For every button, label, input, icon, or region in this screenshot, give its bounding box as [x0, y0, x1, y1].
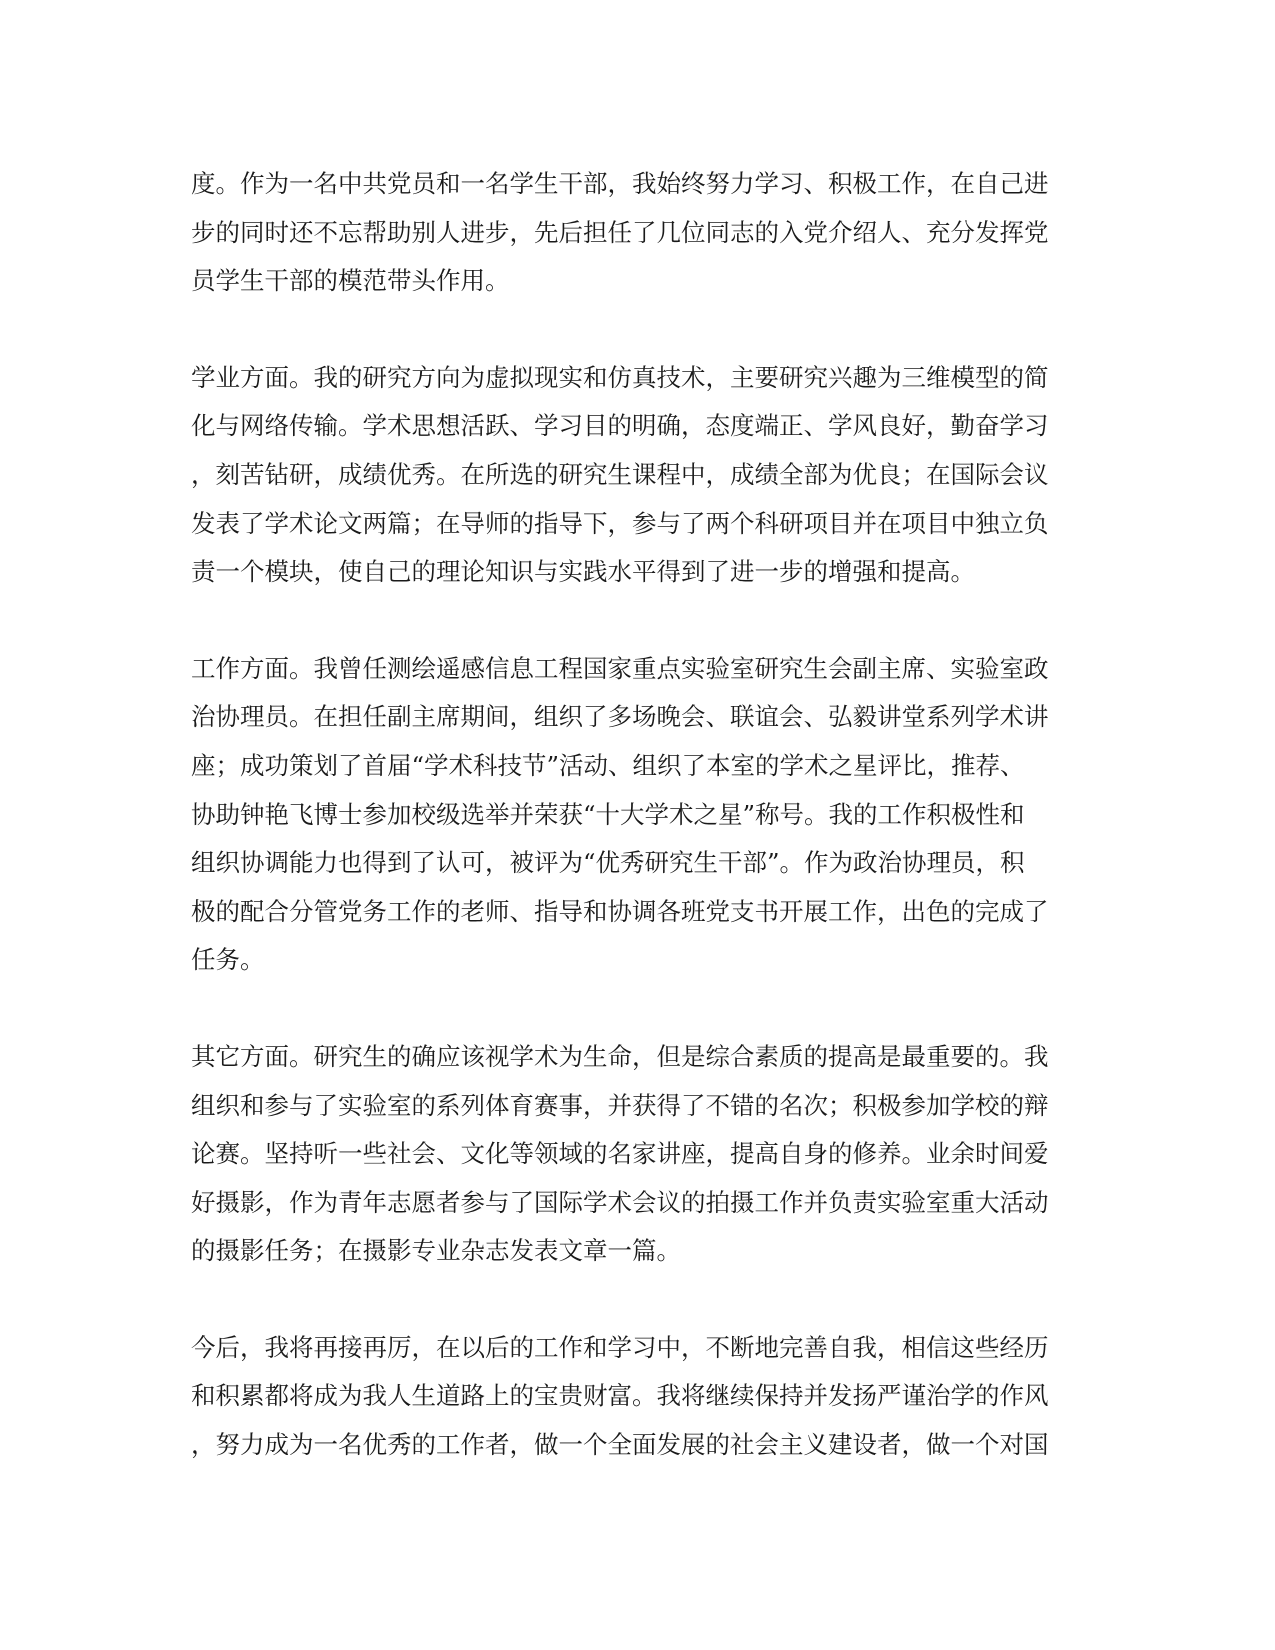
text-line: 的摄影任务；在摄影专业杂志发表文章一篇。	[191, 1236, 681, 1266]
document-body	[191, 160, 1079, 1470]
text-line: ，努力成为一名优秀的工作者，做一个全面发展的社会主义建设者，做一个对国	[191, 1430, 1049, 1460]
text-line: 员学生干部的模范带头作用。	[191, 266, 510, 296]
paragraph-academics	[191, 354, 1079, 597]
paragraph-work	[191, 645, 1079, 985]
text-line: 治协理员。在担任副主席期间，组织了多场晚会、联谊会、弘毅讲堂系列学术讲	[191, 702, 1049, 732]
text-line: 和积累都将成为我人生道路上的宝贵财富。我将继续保持并发扬严谨治学的作风	[191, 1381, 1049, 1411]
text-line: 座；成功策划了首届“学术科技节”活动、组织了本室的学术之星评比，推荐、	[191, 750, 1025, 780]
text-line: 任务。	[191, 945, 265, 975]
text-line: 工作方面。我曾任测绘遥感信息工程国家重点实验室研究生会副主席、实验室政	[191, 653, 1049, 683]
text-line: 协助钟艳飞博士参加校级选举并荣获“十大学术之星”称号。我的工作积极性和	[191, 799, 1025, 829]
text-line: 组织和参与了实验室的系列体育赛事，并获得了不错的名次；积极参加学校的辩	[191, 1090, 1049, 1120]
text-line: 学业方面。我的研究方向为虚拟现实和仿真技术，主要研究兴趣为三维模型的简	[191, 362, 1049, 392]
paragraph-other	[191, 1033, 1079, 1276]
text-line: 步的同时还不忘帮助别人进步，先后担任了几位同志的入党介绍人、充分发挥党	[191, 217, 1049, 247]
text-line: 组织协调能力也得到了认可，被评为“优秀研究生干部”。作为政治协理员，积	[191, 848, 1025, 878]
text-line: 其它方面。研究生的确应该视学术为生命，但是综合素质的提高是最重要的。我	[191, 1041, 1049, 1071]
text-line: ，刻苦钻研，成绩优秀。在所选的研究生课程中，成绩全部为优良；在国际会议	[191, 459, 1049, 489]
text-line: 好摄影，作为青年志愿者参与了国际学术会议的拍摄工作并负责实验室重大活动	[191, 1187, 1049, 1217]
text-line: 极的配合分管党务工作的老师、指导和协调各班党支书开展工作，出色的完成了	[191, 896, 1049, 926]
text-line: 责一个模块，使自己的理论知识与实践水平得到了进一步的增强和提高。	[191, 557, 975, 587]
text-line: 度。作为一名中共党员和一名学生干部，我始终努力学习、积极工作，在自己进	[191, 169, 1049, 198]
text-line: 论赛。坚持听一些社会、文化等领域的名家讲座，提高自身的修养。业余时间爱	[191, 1139, 1049, 1169]
text-line: 发表了学术论文两篇；在导师的指导下，参与了两个科研项目并在项目中独立负	[191, 508, 1049, 538]
paragraph-future	[191, 1324, 1079, 1470]
paragraph-party-member	[191, 160, 1079, 306]
text-line: 今后，我将再接再厉，在以后的工作和学习中，不断地完善自我，相信这些经历	[191, 1332, 1049, 1362]
text-line: 化与网络传输。学术思想活跃、学习目的明确，态度端正、学风良好，勤奋学习	[191, 411, 1049, 441]
